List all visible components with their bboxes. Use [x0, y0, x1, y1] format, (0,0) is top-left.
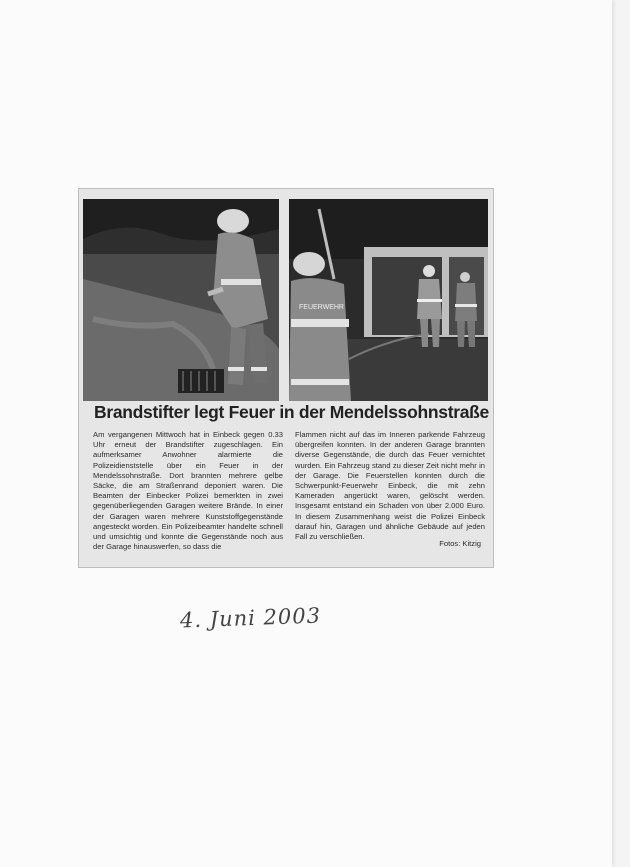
helmet-back-text: FEUERWEHR — [299, 304, 344, 311]
article-column-1: Am vergangenen Mittwoch hat in Einbeck gegen 0.33 Uhr erneut der Brandstifter zugeschlagen. Ein aufmerksamer Anwohner alarmierte die Polizeidienststelle über ein Feuer in der Mendelssohnstraße. Dort brannten mehrere gelbe Säcke, die am Straßenrand deponiert waren. Die Beamten der Einbecker Polizei bemerkten in zwei gegenüberliegenden Garagen weitere Brände. In einer der Garagen waren mehrere Kunststoffgegenstände angesteckt worden. Ein Polizeibeamter handelte schnell und umsichtig und konnte die Gegenstände noch aus der Garage hinauswerfen, so dass die — [93, 430, 283, 552]
handwritten-date: 4. Juni 2003 — [179, 603, 322, 633]
photo-credit: Fotos: Kitzig — [439, 539, 481, 548]
newspaper-clipping — [78, 188, 494, 568]
article-column-2: Flammen nicht auf das im Inneren parkende Fahrzeug übergreifen konnten. In der anderen Garage brannten diverse Gegenstände, die durch das Feuer vernichtet wurden. Ein Fahrzeug stand zu dieser Zeit nicht mehr in der Garage. Die Feuerstellen konnten durch die Schwerpunkt-Feuerwehr Einbeck, die mit zehn Kameraden angerückt waren, gelöscht werden. Insgesamt entstand ein Schaden von über 2.000 Euro. In diesem Zusammenhang weist die Polizei Einbeck darauf hin, Garagen und ähnliche Gebäude auf jeden Fall zu verschließen. — [295, 430, 485, 542]
garage-fire-scene-image — [289, 199, 488, 401]
photo-firefighters-garage — [289, 199, 488, 401]
article-headline: Brandstifter legt Feuer in der Mendelssohnstraße — [94, 402, 489, 422]
firefighter-hose-image — [83, 199, 279, 401]
article-columns — [93, 430, 485, 552]
photo-firefighter-left — [83, 199, 279, 401]
